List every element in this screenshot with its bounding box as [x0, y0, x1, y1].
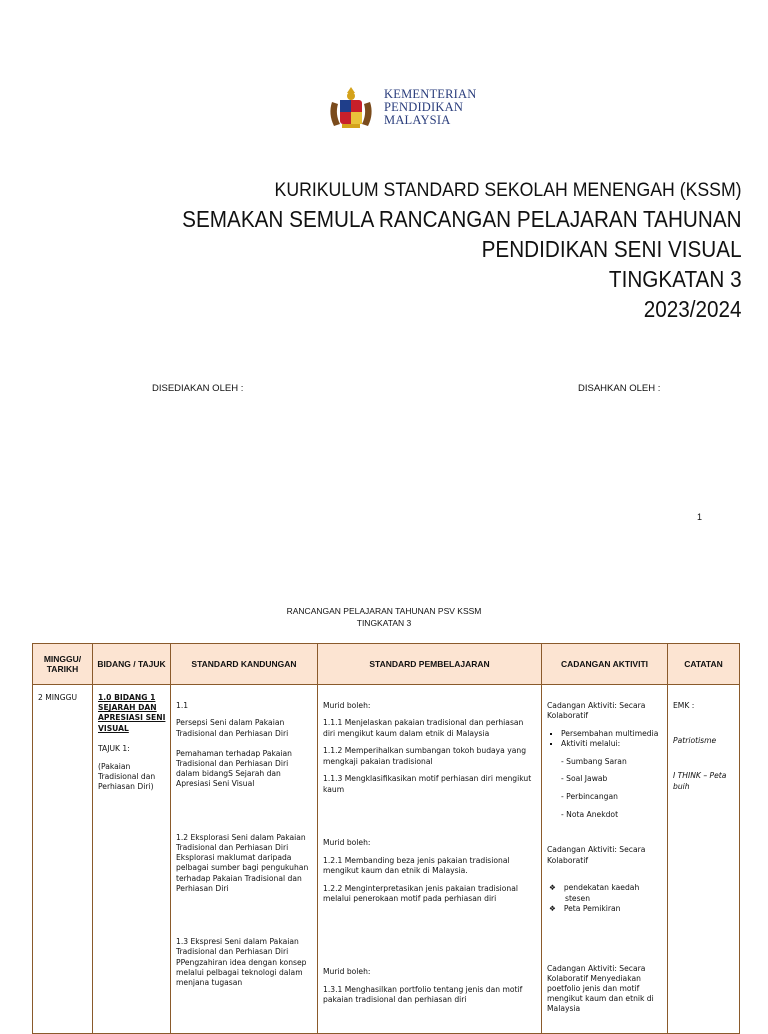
aktiviti-1-list — [547, 729, 663, 749]
sp-3-line-1: 1.3.1 Menghasilkan portfolio tentang jenis dan motif pakaian tradisional dan perhiasan diri — [323, 985, 523, 1005]
rpt-table — [32, 643, 740, 1034]
rpt-heading-line-2: TINGKATAN 3 — [356, 618, 412, 628]
title-line-3: PENDIDIKAN SENI VISUAL — [482, 236, 742, 262]
title-line-2: SEMAKAN SEMULA RANCANGAN PELAJARAN TAHUNAN — [182, 206, 742, 232]
col-header-standard-kandungan: STANDARD KANDUNGAN — [171, 644, 318, 685]
list-item: ▪ Persembahan multimedia — [561, 729, 663, 739]
page-number: 1 — [697, 512, 703, 522]
bidang-heading: 1.0 BIDANG 1 SEJARAH DAN APRESIASI SENI VISUAL — [98, 693, 166, 733]
document-title — [120, 178, 742, 324]
list-item: ❖ Peta Pemikiran — [565, 904, 663, 914]
catatan-ithink: I THINK – Peta buih — [673, 771, 727, 791]
rpt-heading — [0, 605, 768, 629]
title-line-1: KURIKULUM STANDARD SEKOLAH MENENGAH (KSSM) — [274, 180, 742, 201]
col-header-standard-pembelajaran: STANDARD PEMBELAJARAN — [318, 644, 542, 685]
cell-cadangan-aktiviti — [542, 685, 668, 1034]
sk-1-number: 1.1 — [176, 700, 189, 710]
aktiviti-sub-item: - Perbincangan — [561, 792, 618, 802]
sk-2: 1.2 Eksplorasi Seni dalam Pakaian Tradisional dan Perhiasan Diri Eksplorasi maklumat daripada pelbagai sumber bagi pengukuhan terhadap Pakaian Tradisional dan Perhiasan Diri — [176, 832, 309, 893]
sp-3-intro: Murid boleh: — [323, 967, 371, 977]
table-row — [33, 685, 740, 1034]
aktiviti-3: Cadangan Aktiviti: Secara Kolaboratif Menyediakan poetfolio jenis dan motif mengikut kaum dan etnik di Malaysia — [547, 963, 654, 1014]
col-header-catatan: CATATAN — [668, 644, 740, 685]
coat-of-arms-icon — [322, 84, 380, 132]
table-header-row — [33, 644, 740, 685]
sk-3: 1.3 Ekspresi Seni dalam Pakaian Tradisional dan Perhiasan Diri PPengzahiran idea dengan konsep melalui pelbagai teknologi dalam menjana tugasan — [176, 937, 307, 988]
tajuk-text: (Pakaian Tradisional dan Perhiasan Diri) — [98, 761, 156, 792]
aktiviti-2-list — [547, 883, 663, 914]
catatan-patriotisme: Patriotisme — [673, 735, 717, 745]
col-header-bidang: BIDANG / TAJUK — [93, 644, 171, 685]
approved-by-label: DISAHKAN OLEH : — [578, 383, 661, 394]
cell-catatan — [668, 685, 740, 1034]
rpt-heading-line-1: RANCANGAN PELAJARAN TAHUNAN PSV KSSM — [286, 606, 482, 616]
sp-2-line-2: 1.2.2 Menginterpretasikan jenis pakaian tradisional melalui penerokaan motif pada perhiasan diri — [323, 883, 519, 903]
tajuk-label: TAJUK 1: — [98, 743, 130, 753]
cell-standard-pembelajaran — [318, 685, 542, 1034]
sp-1-intro: Murid boleh: — [323, 700, 371, 710]
ministry-logo — [322, 84, 522, 134]
sp-1-line-2: 1.1.2 Memperihalkan sumbangan tokoh budaya yang mengkaji pakaian tradisional — [323, 746, 527, 766]
list-item: ❖ pendekatan kaedah stesen — [565, 883, 663, 903]
title-line-4: TINGKATAN 3 — [609, 266, 742, 292]
aktiviti-2-title: Cadangan Aktiviti: Secara Kolaboratif — [547, 845, 646, 865]
catatan-emk: EMK : — [673, 700, 695, 710]
sp-2-intro: Murid boleh: — [323, 837, 371, 847]
sp-2-line-1: 1.2.1 Membanding beza jenis pakaian tradisional mengikut kaum dan etnik di Malaysia. — [323, 855, 510, 875]
minggu-value: 2 MINGGU — [38, 693, 78, 702]
logo-wordmark — [384, 88, 476, 127]
aktiviti-sub-item: - Nota Anekdot — [561, 809, 619, 819]
logo-line-2: PENDIDIKAN — [384, 100, 464, 114]
cell-standard-kandungan — [171, 685, 318, 1034]
aktiviti-sub-item: - Soal Jawab — [561, 774, 608, 784]
logo-line-1: KEMENTERIAN — [384, 87, 477, 101]
list-item: ▪ Aktiviti melalui: — [561, 739, 663, 749]
col-header-cadangan-aktiviti: CADANGAN AKTIVITI — [542, 644, 668, 685]
sk-1-body: Pemahaman terhadap Pakaian Tradisional dan Perhiasan Diri dalam bidangS Sejarah dan Apresiasi Seni Visual — [176, 748, 292, 789]
title-line-5: 2023/2024 — [644, 296, 742, 322]
prepared-by-label: DISEDIAKAN OLEH : — [152, 383, 244, 394]
aktiviti-sub-item: - Sumbang Saran — [561, 756, 627, 766]
cell-minggu — [33, 685, 93, 1034]
sp-1-line-1: 1.1.1 Menjelaskan pakaian tradisional dan perhiasan diri mengikut kaum dalam etnik di Malaysia — [323, 718, 524, 738]
sk-1-title: Persepsi Seni dalam Pakaian Tradisional dan Perhiasan Diri — [176, 718, 289, 738]
cell-bidang — [93, 685, 171, 1034]
logo-line-3: MALAYSIA — [384, 113, 451, 127]
sp-1-line-3: 1.1.3 Mengklasifikasikan motif perhiasan diri mengikut kaum — [323, 774, 532, 794]
col-header-minggu: MINGGU/ TARIKH — [33, 644, 93, 685]
aktiviti-1-title: Cadangan Aktiviti: Secara Kolaboratif — [547, 700, 646, 720]
